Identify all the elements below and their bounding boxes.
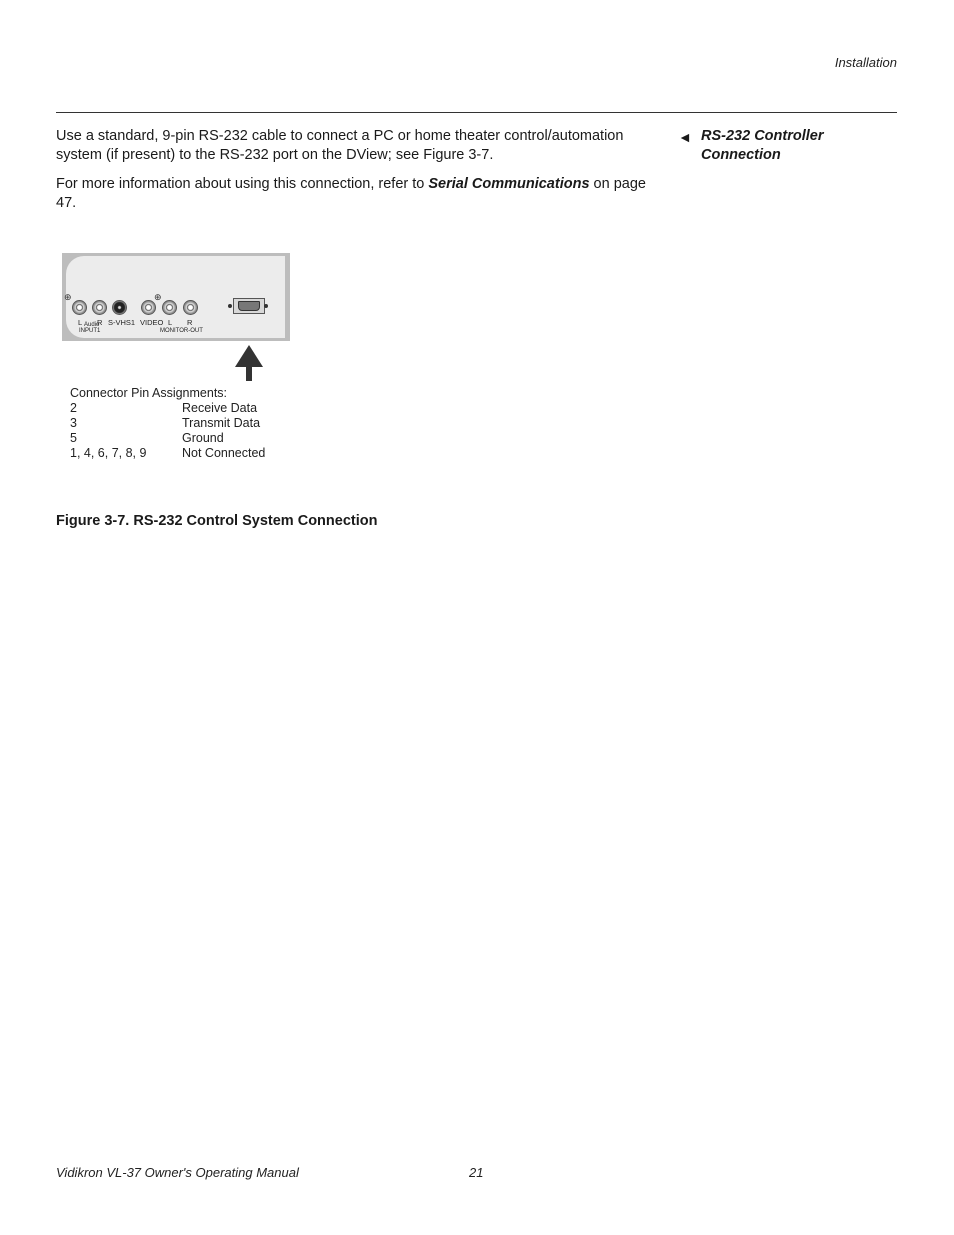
label-monitor-l: L	[168, 318, 173, 327]
label-audio-r: R	[97, 318, 103, 327]
side-heading-line2: Connection	[701, 147, 781, 163]
pin-number: 5	[70, 431, 77, 445]
ground-symbol-icon: ⊕	[64, 292, 72, 302]
video-jack	[141, 300, 156, 315]
port-screw-left	[228, 304, 232, 308]
pin-signal: Receive Data	[182, 401, 258, 415]
reference-text-after: on page 47.	[56, 176, 646, 211]
serial-communications-link[interactable]: Serial Communications	[428, 176, 590, 192]
footer-manual-title: Vidikron VL-37 Owner's Operating Manual	[56, 1165, 299, 1180]
header-rule	[56, 112, 897, 113]
label-audio-l: L	[78, 318, 83, 327]
pin-signal: Transmit Data	[182, 416, 261, 430]
reference-paragraph	[56, 175, 646, 213]
figure-caption: Figure 3-7. RS-232 Control System Connection	[56, 513, 378, 529]
side-heading-arrow-icon: ◄	[678, 129, 692, 145]
audio-l-jack	[72, 300, 87, 315]
running-header: Installation	[834, 55, 897, 70]
pin-table-title: Connector Pin Assignments:	[70, 386, 228, 400]
svhs-jack	[112, 300, 127, 315]
label-monitor-out: MONITOR-OUT	[160, 328, 203, 334]
pin-number: 2	[70, 401, 77, 415]
port-screw-right	[264, 304, 268, 308]
label-input1: INPUT1	[79, 328, 101, 334]
monitor-l-jack	[162, 300, 177, 315]
label-svhs: S-VHS1	[108, 318, 136, 327]
reference-text-before: For more information about using this connection, refer to	[56, 176, 429, 192]
rs232-port	[233, 298, 265, 314]
side-heading-line1: RS-232 Controller	[701, 128, 824, 144]
pin-signal: Ground	[182, 431, 224, 445]
pointer-arrow-shaft	[246, 366, 252, 381]
label-monitor-r: R	[187, 318, 193, 327]
page-number: 21	[469, 1165, 484, 1180]
pin-number: 3	[70, 416, 77, 430]
audio-r-jack	[92, 300, 107, 315]
ground-symbol-icon: ⊕	[154, 292, 162, 302]
label-audio: Audio	[84, 322, 100, 328]
intro-paragraph: Use a standard, 9-pin RS-232 cable to connect a PC or home theater control/automation system (if present) to the RS-232 port on the DView; see Figure 3-7.	[56, 128, 624, 163]
rs232-port-shell	[238, 301, 260, 311]
pointer-arrow-icon	[235, 345, 263, 367]
pin-number: 1, 4, 6, 7, 8, 9	[70, 446, 147, 460]
label-video: VIDEO	[140, 318, 164, 327]
monitor-r-jack	[183, 300, 198, 315]
pin-signal: Not Connected	[182, 446, 266, 460]
